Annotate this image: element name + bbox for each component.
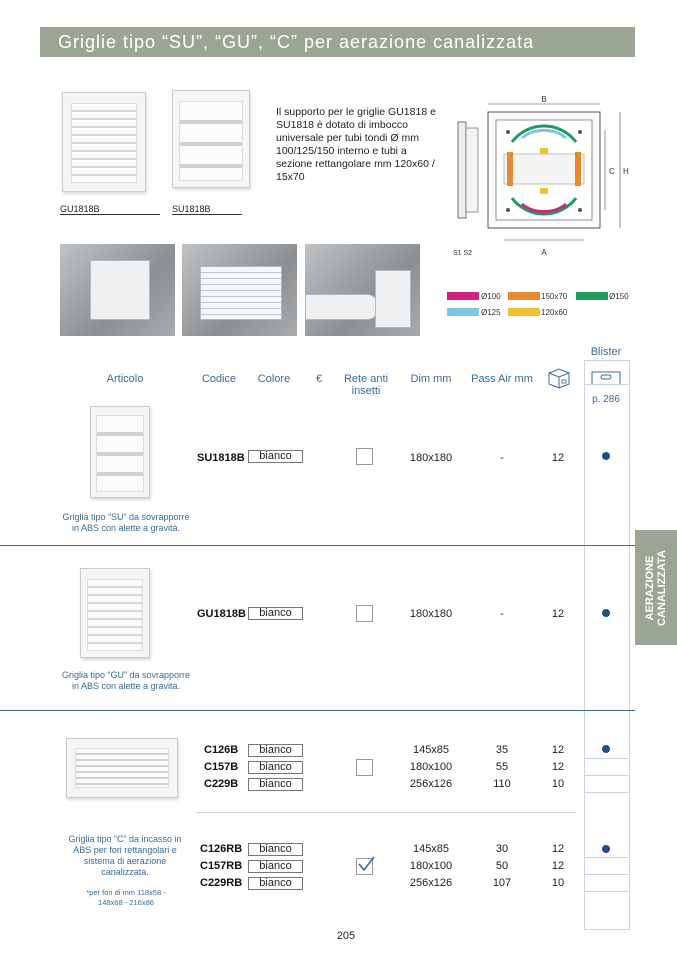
product-code: C229B (204, 778, 239, 790)
page-number: 205 (336, 930, 356, 942)
install-photo-3 (305, 244, 420, 336)
header-colore: Colore (257, 373, 291, 385)
color-value: bianco (248, 843, 303, 856)
dim-value: 180x180 (409, 608, 453, 620)
pass-value: 107 (492, 877, 512, 889)
legend-label-1: Ø100 (481, 292, 501, 301)
header-euro: € (315, 373, 323, 385)
row-caption-su: Griglia tipo “SU” da sovrapporre in ABS con alette a gravità. (62, 512, 190, 533)
product-code: C157RB (200, 860, 243, 872)
qty-value: 10 (551, 778, 565, 790)
pass-value: 110 (493, 778, 511, 790)
install-photo-1 (60, 244, 175, 336)
group-divider (196, 812, 576, 813)
pass-value: 55 (495, 761, 509, 773)
legend-swatch-3 (576, 292, 608, 300)
qty-value: 12 (551, 608, 565, 620)
color-value: bianco (248, 860, 303, 873)
dim-label-b: B (541, 95, 547, 104)
blister-dot (602, 452, 610, 460)
check-icon (356, 854, 376, 874)
color-value: bianco (248, 778, 303, 791)
row-image-c (66, 738, 178, 798)
technical-diagram (450, 92, 635, 262)
dim-value: 145x85 (412, 843, 450, 855)
product-image-su (172, 90, 250, 188)
product-image-gu (62, 92, 146, 192)
qty-value: 12 (551, 843, 565, 855)
legend-swatch-1 (447, 292, 479, 300)
header-articolo: Articolo (106, 373, 144, 385)
side-tab-line-2: CANALIZZATA (656, 549, 668, 626)
legend-label-4: Ø125 (481, 308, 501, 317)
insect-net-checkbox[interactable] (356, 759, 373, 776)
blister-dot (602, 745, 610, 753)
intro-text: Il supporto per le griglie GU1818 e SU1818 è dotato di imbocco universale per tubi tondi Ø mm 100/125/150 interno e tubi a sezione rettangolare mm 120x60 / 15x70 (276, 106, 436, 183)
pass-value: 50 (495, 860, 509, 872)
dim-value: 256x126 (409, 877, 453, 889)
product-code: GU1818B (197, 608, 246, 620)
pass-value: 35 (495, 744, 509, 756)
product-label-gu: GU1818B (60, 204, 160, 215)
side-tab-line-1: AERAZIONE (644, 555, 656, 620)
section-side-tab[interactable] (635, 530, 677, 645)
product-code: SU1818B (197, 452, 245, 464)
row-note-c: *per fori di mm 118x58 - 148x68 - 216x86 (86, 888, 166, 907)
dim-label-s: S1 S2 (453, 250, 473, 257)
qty-value: 12 (551, 761, 565, 773)
dim-value: 180x100 (409, 860, 453, 872)
legend-swatch-2 (508, 292, 540, 300)
color-value: bianco (248, 761, 303, 774)
qty-value: 12 (551, 452, 565, 464)
box-quantity-icon (546, 366, 572, 390)
insect-net-checkbox[interactable] (356, 605, 373, 622)
product-code: C126RB (200, 843, 243, 855)
color-value: bianco (248, 450, 303, 463)
dim-value: 180x100 (409, 761, 453, 773)
qty-value: 12 (551, 860, 565, 872)
blister-dot (602, 845, 610, 853)
qty-value: 10 (551, 877, 565, 889)
dim-label-c: C (609, 167, 615, 176)
legend-swatch-5 (508, 308, 540, 316)
pass-value: 30 (495, 843, 509, 855)
header-dim: Dim mm (410, 373, 452, 385)
row-caption-gu: Griglia tipo “GU” da sovrapporre in ABS con alette a gravità. (61, 670, 191, 691)
legend-label-5: 120x60 (541, 308, 568, 317)
header-pass: Pass Air mm (471, 373, 533, 385)
header-codice: Codice (201, 373, 237, 385)
row-divider (0, 710, 635, 711)
pass-value: - (500, 608, 504, 620)
color-value: bianco (248, 607, 303, 620)
dim-label-a: A (541, 248, 547, 257)
qty-value: 12 (551, 744, 565, 756)
page-header (40, 27, 635, 57)
install-photo-2 (182, 244, 297, 336)
insect-net-checkbox[interactable] (356, 448, 373, 465)
color-value: bianco (248, 744, 303, 757)
blister-page-ref[interactable]: p. 286 (592, 394, 620, 405)
dim-value: 145x85 (412, 744, 450, 756)
product-code: C157B (204, 761, 239, 773)
row-image-gu (80, 568, 150, 658)
page-title: Griglie tipo “SU”, “GU”, “C” per aerazione canalizzata (58, 32, 535, 52)
color-value: bianco (248, 877, 303, 890)
blister-dot (602, 609, 610, 617)
pass-value: - (500, 452, 504, 464)
legend-label-3: Ø150 (609, 292, 629, 301)
product-code: C229RB (200, 877, 243, 889)
row-image-su (90, 406, 150, 498)
product-label-su: SU1818B (172, 204, 242, 215)
legend-swatch-4 (447, 308, 479, 316)
header-rete: Rete anti insetti (343, 373, 389, 397)
row-caption-c: Griglia tipo “C” da incasso in ABS per fori rettangolari e sistema di aerazione canalizzata. (68, 834, 182, 877)
blister-label: Blister (590, 346, 622, 358)
dim-value: 256x126 (409, 778, 453, 790)
product-code: C126B (204, 744, 239, 756)
dim-value: 180x180 (409, 452, 453, 464)
row-divider (0, 545, 635, 546)
dim-label-h: H (623, 167, 629, 176)
legend-label-2: 150x70 (541, 292, 568, 301)
